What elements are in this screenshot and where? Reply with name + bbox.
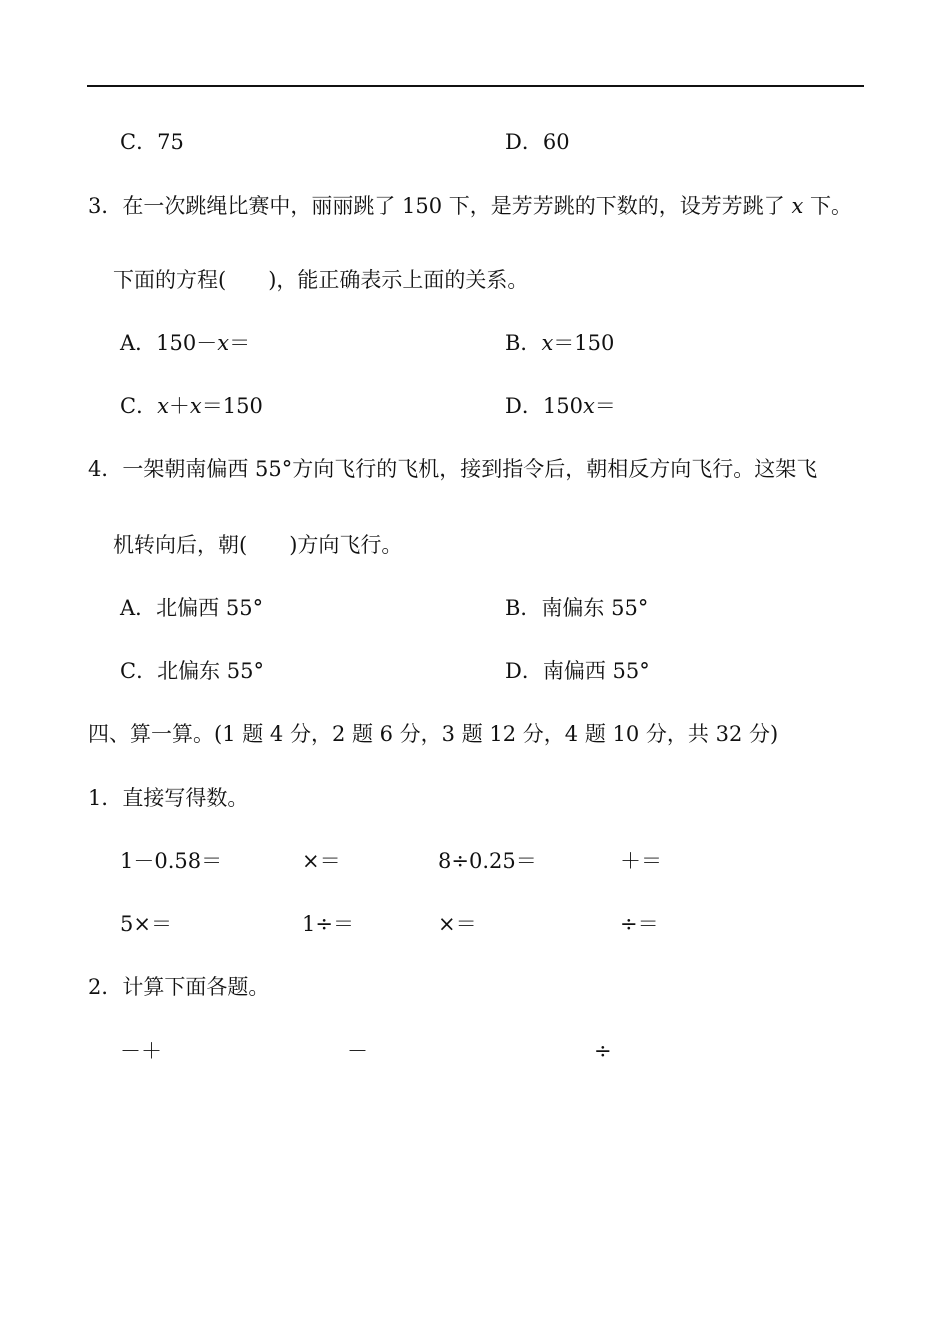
q3-stem-line1: 3．在一次跳绳比赛中，丽丽跳了 150 下，是芳芳跳的下数的，设芳芳跳了 x 下。 [88,194,853,218]
header-rule [87,85,864,87]
q2-option-d: D．60 [505,130,570,154]
calc-item: ÷＝ [620,912,659,936]
q4-stem-line1: 4．一架朝南偏西 55°方向飞行的飞机，接到指令后，朝相反方向飞行。这架飞 [88,457,818,481]
calc-item: 1÷＝ [302,912,354,936]
s4q1-title: 1．直接写得数。 [88,786,249,810]
calc-expression: － [347,1039,368,1063]
q3-option-d: D．150x＝ [505,394,616,418]
calc-item: ×＝ [302,849,341,873]
q4-option-d: D．南偏西 55° [505,659,650,683]
s4q2-title: 2．计算下面各题。 [88,975,270,999]
q3-option-b: B．x＝150 [505,331,615,355]
q4-option-a: A．北偏西 55° [120,596,264,620]
calc-expression: －＋ [120,1039,162,1063]
q4-stem-line2: 机转向后，朝( )方向飞行。 [113,533,403,557]
calc-item: 8÷0.25＝ [438,849,537,873]
calc-item: ＋＝ [620,849,662,873]
calc-item: 1－0.58＝ [120,849,223,873]
q3-option-c: C．x＋x＝150 [120,394,263,418]
section4-heading: 四、算一算。(1 题 4 分，2 题 6 分，3 题 12 分，4 题 10 分，共 32 分) [88,722,779,746]
q4-option-b: B．南偏东 55° [505,596,649,620]
calc-item: 5×＝ [120,912,172,936]
q2-option-c: C．75 [120,130,184,154]
q3-option-a: A．150－x＝ [120,331,251,355]
calc-expression: ÷ [594,1039,612,1063]
q4-option-c: C．北偏东 55° [120,659,264,683]
calc-item: ×＝ [438,912,477,936]
q3-stem-line2: 下面的方程( )，能正确表示上面的关系。 [113,268,529,292]
